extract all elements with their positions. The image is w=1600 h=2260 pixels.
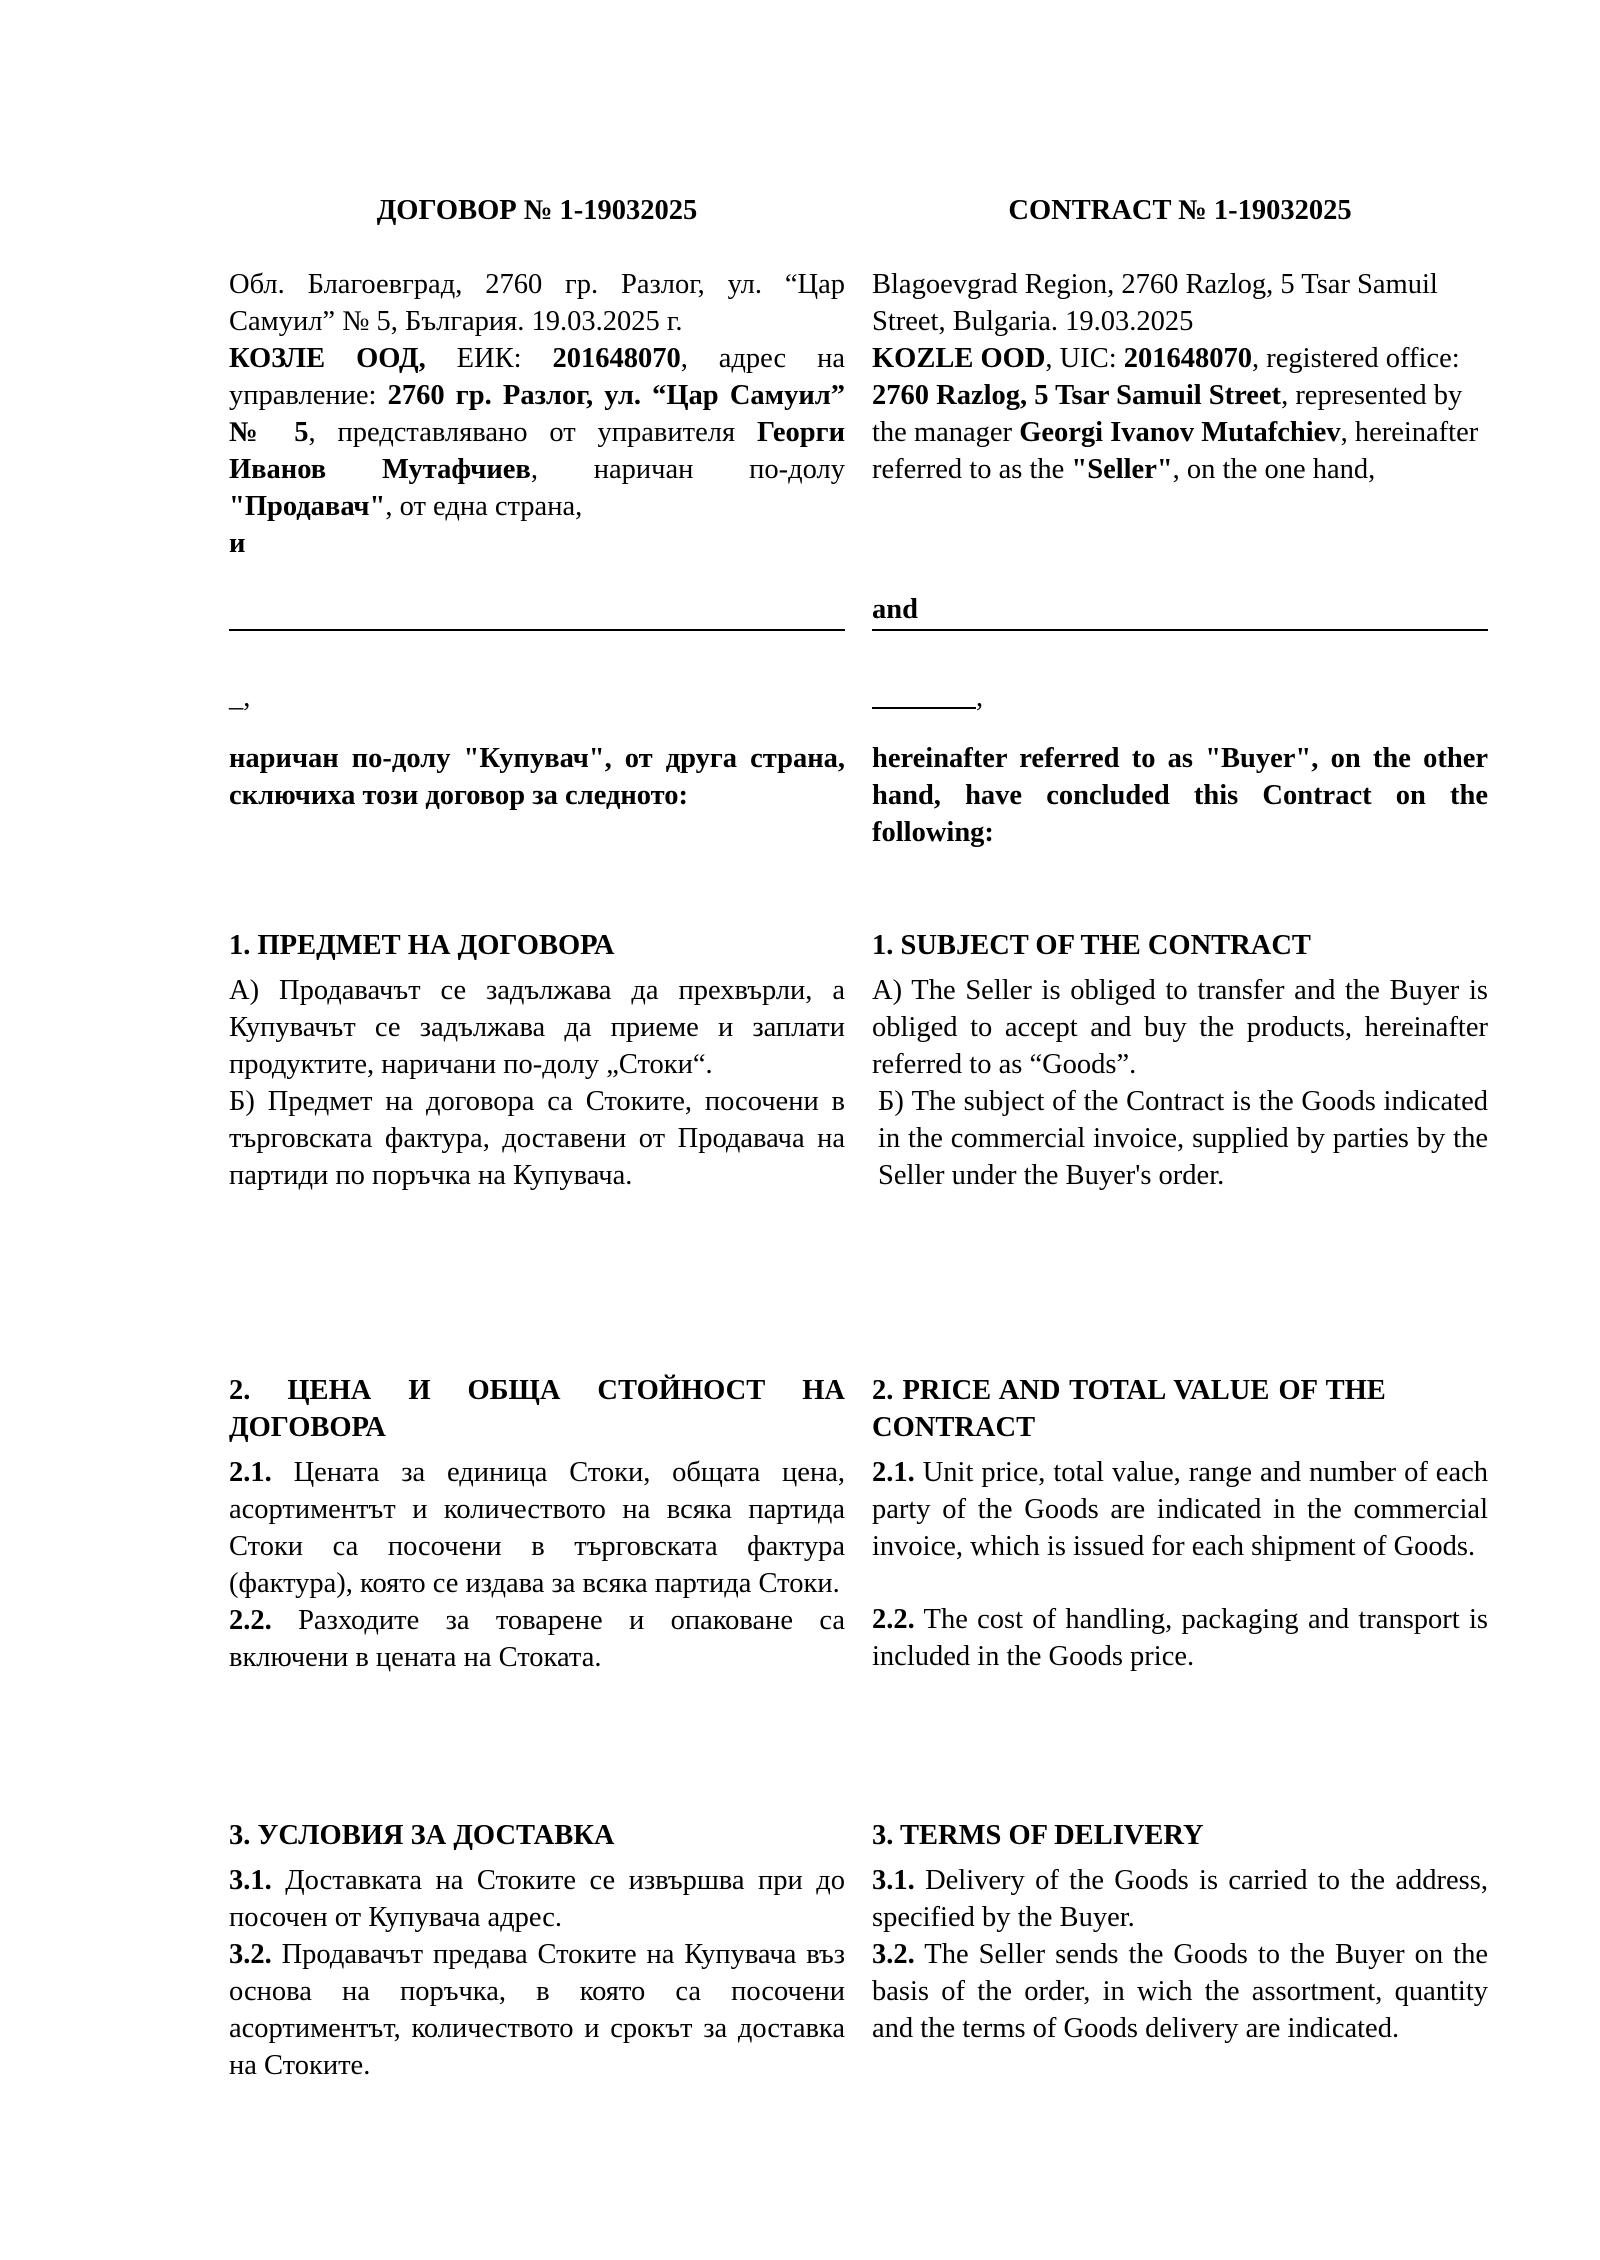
bg-clause-2-2 bbox=[229, 1602, 845, 1676]
en-called-label: , hereinafter referred to as the bbox=[872, 417, 1479, 485]
en-clause-2-1-text: Unit price, total value, range and number of each party of the Goods are indicated in the commercial invoice, which is issued for each shipment of Goods. bbox=[872, 1457, 1488, 1562]
bg-parties-paragraph bbox=[229, 266, 845, 562]
bg-clause-3-1 bbox=[229, 1862, 845, 1936]
en-section-3-body bbox=[872, 1862, 1488, 2047]
bg-section-2-title: 2. ЦЕНА И ОБЩА СТОЙНОСТ НА ДОГОВОРА bbox=[229, 1374, 845, 1443]
en-clause-3-1-text: Delivery of the Goods is carried to the address, specified by the Buyer. bbox=[872, 1865, 1488, 1933]
bg-place-date: Обл. Благоевград, 2760 гр. Разлог, ул. “Цар Самуил” № 5, България. 19.03.2025 г. bbox=[229, 269, 845, 337]
en-one-side: , on the one hand, bbox=[1172, 454, 1376, 485]
bg-section-3-title: 3. УСЛОВИЯ ЗА ДОСТАВКА bbox=[229, 1819, 615, 1851]
en-section-1-a: A) The Seller is obliged to transfer and the Buyer is obliged to accept and buy the products, hereinafter referred to as “Goods”. bbox=[872, 975, 1488, 1080]
bg-buyer-clause: наричан по-долу "Купувач", от друга страна, сключиха този договор за следното: bbox=[229, 742, 845, 811]
en-and: and bbox=[872, 593, 918, 625]
bg-clause-3-2-text: Продавачът предава Стоките на Купувача въз основа на поръчка, в която са посочени асортиментът, количеството и срокът за доставка на Стоките. bbox=[229, 1939, 845, 2081]
bg-clause-2-2-text: Разходите за товарене и опаковане са включени в цената на Стоката. bbox=[229, 1605, 845, 1673]
en-section-1-body bbox=[872, 972, 1488, 1194]
bg-section-1-body bbox=[229, 972, 845, 1194]
bg-one-side: , от една страна, bbox=[385, 491, 583, 522]
en-clause-3-2-text: The Seller sends the Goods to the Buyer on the basis of the order, in wich the assortment, quantity and the terms of Goods delivery are indicated. bbox=[872, 1939, 1488, 2044]
en-place-date: Blagoevgrad Region, 2760 Razlog, 5 Tsar Samuil Street, Bulgaria. 19.03.2025 bbox=[872, 269, 1438, 337]
en-clause-3-2-num: 3.2. bbox=[872, 1939, 915, 1970]
bg-seller-name: КОЗЛЕ ООД, bbox=[229, 343, 426, 374]
en-uic-label: , UIC: bbox=[1045, 343, 1124, 374]
en-uic-value: 201648070 bbox=[1123, 343, 1253, 374]
bg-section-1-a: А) Продавачът се задължава да прехвърли, а Купувачът се задължава да приеме и заплати продуктите, наричани по-долу „Стоки“. bbox=[229, 975, 845, 1080]
en-clause-2-2-num: 2.2. bbox=[872, 1604, 915, 1635]
bg-clause-2-1-text: Цената за единица Стоки, общата цена, асортиментът и количеството на всяка партида Стоки са посочени в търговската фактура (фактура), която се издава за всяка партида Стоки. bbox=[229, 1457, 845, 1599]
bg-buyer-blank-end: _, bbox=[229, 681, 251, 713]
bg-clause-2-1 bbox=[229, 1454, 845, 1602]
bg-section-3-body bbox=[229, 1862, 845, 2084]
bg-section-1-title: 1. ПРЕДМЕТ НА ДОГОВОРА bbox=[229, 929, 615, 961]
bg-eik-value: 201648070 bbox=[552, 343, 681, 374]
bg-clause-3-2 bbox=[229, 1936, 845, 2084]
bg-called-label: , наричан по-долу bbox=[530, 454, 845, 485]
bg-clause-3-2-num: 3.2. bbox=[229, 1939, 272, 1970]
bg-clause-2-2-num: 2.2. bbox=[229, 1605, 272, 1636]
en-buyer-blank-comma: , bbox=[976, 681, 984, 713]
en-clause-2-1 bbox=[872, 1454, 1488, 1565]
bg-and: и bbox=[229, 528, 246, 559]
en-section-1-b: Б) The subject of the Contract is the Goods indicated in the commercial invoice, supplied by parties by the Seller under the Buyer's order. bbox=[878, 1086, 1488, 1191]
en-seller-name: KOZLE OOD bbox=[872, 343, 1046, 374]
en-section-2-body bbox=[872, 1454, 1488, 1565]
en-clause-2-2 bbox=[872, 1601, 1488, 1675]
bg-clause-2-1-num: 2.1. bbox=[229, 1457, 272, 1488]
en-seller-role: "Seller" bbox=[1071, 454, 1173, 485]
bg-office-label: , адрес на управление: bbox=[229, 343, 846, 411]
en-contract-title: CONTRACT № 1-19032025 bbox=[1008, 195, 1352, 226]
en-clause-2-1-num: 2.1. bbox=[872, 1457, 915, 1488]
en-seller-details bbox=[872, 340, 1488, 488]
bg-section-1-b: Б) Предмет на договора са Стоките, посочени в търговската фактура, доставени от Продавача на партиди по поръчка на Купувача. bbox=[229, 1086, 845, 1191]
en-section-3-title: 3. TERMS OF DELIVERY bbox=[872, 1819, 1204, 1851]
en-parties-paragraph bbox=[872, 266, 1488, 488]
en-section-2-title: 2. PRICE AND TOTAL VALUE OF THE CONTRACT bbox=[872, 1374, 1386, 1443]
bg-clause-3-1-text: Доставката на Стоките се извършва при до посочен от Купувача адрес. bbox=[229, 1865, 845, 1933]
en-section-1-title: 1. SUBJECT OF THE CONTRACT bbox=[872, 929, 1311, 961]
en-buyer-blank-line bbox=[872, 629, 1488, 631]
en-clause-2-2-text: The cost of handling, packaging and transport is included in the Goods price. bbox=[872, 1604, 1488, 1672]
en-buyer-blank-end bbox=[872, 679, 1488, 716]
bg-clause-3-1-num: 3.1. bbox=[229, 1865, 272, 1896]
bg-section-2-body bbox=[229, 1454, 845, 1676]
bg-rep-label: , представлявано от управителя bbox=[308, 417, 757, 448]
en-office-address: 2760 Razlog, 5 Tsar Samuil Street bbox=[872, 380, 1282, 411]
en-manager-name: Georgi Ivanov Mutafchiev bbox=[1019, 417, 1341, 448]
en-buyer-clause: hereinafter referred to as "Buyer", on the other hand, have concluded this Contract on the following: bbox=[872, 742, 1488, 848]
en-clause-3-1-num: 3.1. bbox=[872, 1865, 915, 1896]
en-clause-3-2 bbox=[872, 1936, 1488, 2047]
bg-manager-name: Георги Иванов Мутафчиев bbox=[229, 417, 846, 485]
bg-buyer-blank-line bbox=[229, 629, 845, 631]
en-rep-label: , represented by the manager bbox=[872, 380, 1463, 448]
en-office-label: , registered office: bbox=[1252, 343, 1460, 374]
bg-office-address: 2760 гр. Разлог, ул. “Цар Самуил” № 5 bbox=[229, 380, 845, 448]
en-section-2-body-2 bbox=[872, 1601, 1488, 1675]
bg-seller-role: "Продавач" bbox=[229, 491, 386, 522]
bg-contract-title: ДОГОВОР № 1-19032025 bbox=[376, 195, 698, 226]
en-clause-3-1 bbox=[872, 1862, 1488, 1936]
bg-seller-details bbox=[229, 340, 845, 525]
bg-eik-label: ЕИК: bbox=[425, 343, 553, 374]
